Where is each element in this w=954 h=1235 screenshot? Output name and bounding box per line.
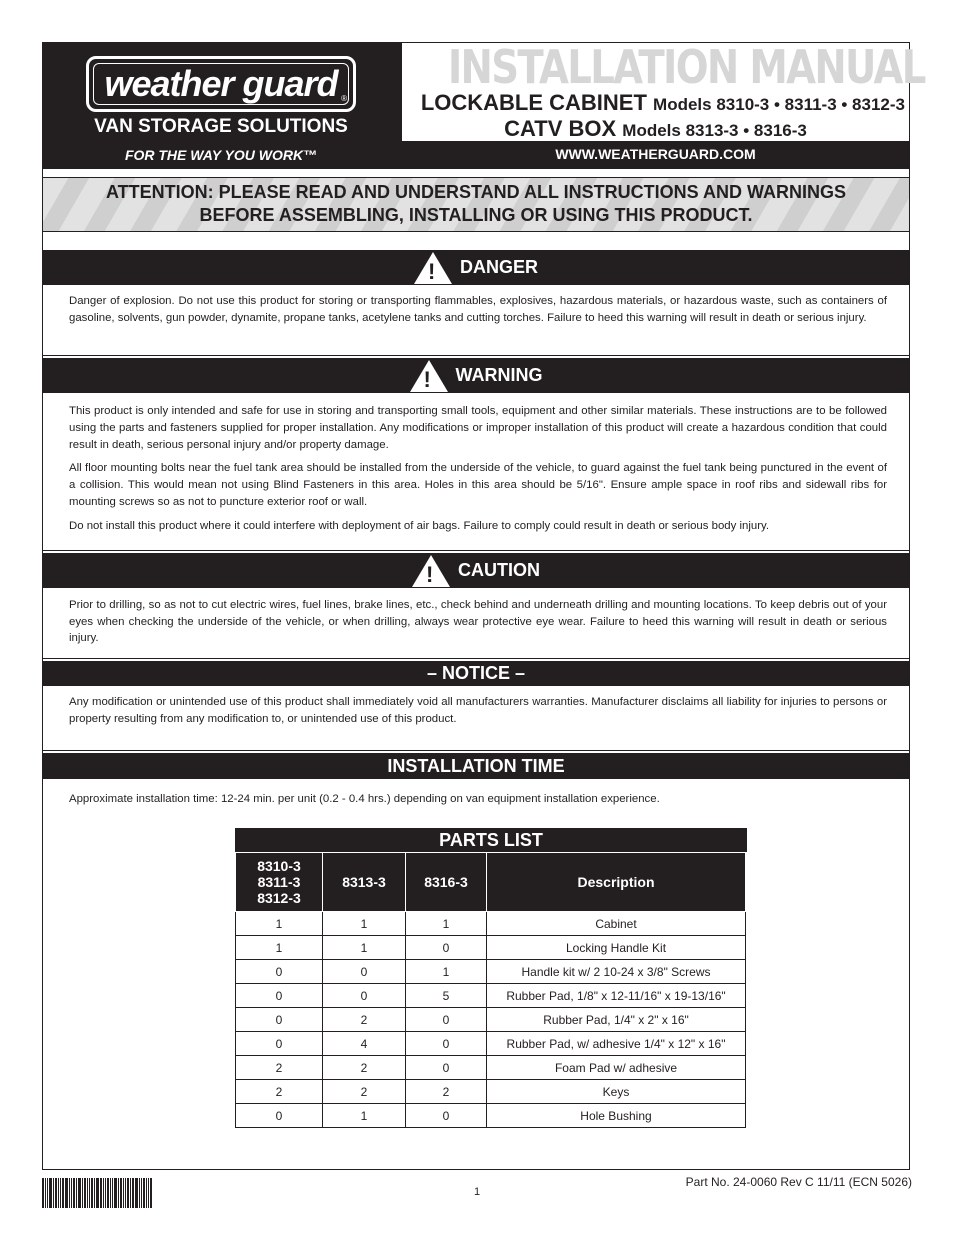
cell-qty: 0 xyxy=(406,936,487,960)
cell-qty: 2 xyxy=(406,1080,487,1104)
cell-qty: 0 xyxy=(406,1008,487,1032)
logo-text: weather guard xyxy=(104,63,338,104)
table-row xyxy=(236,984,746,1008)
attention-line-1: ATTENTION: PLEASE READ AND UNDERSTAND ALL INSTRUCTIONS AND WARNINGS xyxy=(106,182,846,202)
notice-header xyxy=(43,661,909,686)
cell-qty: 1 xyxy=(406,960,487,984)
attention-line-2: BEFORE ASSEMBLING, INSTALLING OR USING THIS PRODUCT. xyxy=(199,205,753,225)
parts-table xyxy=(235,852,746,1128)
table-row xyxy=(236,1056,746,1080)
cell-qty: 4 xyxy=(323,1032,406,1056)
cell-qty: 2 xyxy=(323,1008,406,1032)
parts-list-title: PARTS LIST xyxy=(235,828,747,852)
cell-description: Locking Handle Kit xyxy=(487,936,746,960)
warning-text-2: All floor mounting bolts near the fuel tank area should be installed from the underside of the vehicle, to guard against the fuel tank being punctured in the event of a collision. This would mean not using Blind Fasteners in this area. Holes in this area should be 5/16". Ensure ample space in roof ribs and sidewall ribs for mounting screws so as not to puncture exterior roof or wall. xyxy=(69,462,887,508)
cell-qty: 2 xyxy=(236,1080,323,1104)
cell-description: Keys xyxy=(487,1080,746,1104)
cell-description: Rubber Pad, 1/8" x 12-11/16" x 19-13/16" xyxy=(487,984,746,1008)
column-header-8316: 8316-3 xyxy=(406,853,487,912)
cell-qty: 1 xyxy=(323,1104,406,1128)
cell-qty: 0 xyxy=(323,984,406,1008)
cell-qty: 1 xyxy=(323,936,406,960)
cell-qty: 0 xyxy=(236,1008,323,1032)
cell-qty: 2 xyxy=(323,1080,406,1104)
cell-qty: 1 xyxy=(236,912,323,936)
warning-text-1: This product is only intended and safe for use in storing and transporting small tools, equipment and other similar materials. These instructions are to be followed using the parts and fasteners supplied for proper installation. Any modifications or improper installation of this product will create a hazardous condition that could result in death, serious personal injury and/or property damage. xyxy=(69,405,887,451)
product-line-2 xyxy=(402,116,909,142)
part-number: Part No. 24-0060 Rev C 11/11 (ECN 5026) xyxy=(685,1175,912,1189)
cell-qty: 0 xyxy=(406,1104,487,1128)
caution-header xyxy=(43,553,909,588)
danger-label: DANGER xyxy=(459,257,538,277)
cell-description: Handle kit w/ 2 10-24 x 3/8" Screws xyxy=(487,960,746,984)
cell-qty: 2 xyxy=(323,1056,406,1080)
table-row xyxy=(236,1008,746,1032)
cell-qty: 0 xyxy=(236,1104,323,1128)
warning-triangle-icon: ! xyxy=(410,360,448,392)
danger-header xyxy=(43,250,909,285)
warning-triangle-icon: ! xyxy=(412,555,450,587)
table-row xyxy=(236,1104,746,1128)
caution-text: Prior to drilling, so as not to cut electric wires, fuel lines, brake lines, etc., check behind and underneath drilling and mounting locations. To keep debris out of your eyes when checking the underside of the vehicle, or when drilling, always wear protective eye wear. Failure to heed this warning will result in death or serious injury. xyxy=(69,599,887,644)
product1-models: Models 8310-3 • 8311-3 • 8312-3 xyxy=(653,95,905,114)
divider xyxy=(43,750,909,751)
cell-qty: 0 xyxy=(406,1032,487,1056)
cell-description: Hole Bushing xyxy=(487,1104,746,1128)
cell-qty: 0 xyxy=(323,960,406,984)
danger-text: Danger of explosion. Do not use this product for storing or transporting flammables, explosives, hazardous materials, or hazardous waste, such as containers of gasoline, solvents, gun powder, dynamite, propane tanks, acetylene tanks and cutting torches. Failure to heed this warning will result in death or serious injury. xyxy=(69,295,887,324)
installation-time-header xyxy=(43,753,909,779)
warning-label: WARNING xyxy=(455,365,543,385)
cell-qty: 1 xyxy=(236,936,323,960)
parts-header-row xyxy=(236,853,746,912)
notice-label: – NOTICE – xyxy=(426,663,526,683)
warning-triangle-icon: ! xyxy=(414,252,452,284)
table-row xyxy=(236,960,746,984)
product2-models: Models 8313-3 • 8316-3 xyxy=(622,121,807,140)
cell-qty: 1 xyxy=(323,912,406,936)
table-row xyxy=(236,1080,746,1104)
slogan: FOR THE WAY YOU WORK™ xyxy=(124,147,318,163)
column-header-8313: 8313-3 xyxy=(323,853,406,912)
table-row xyxy=(236,936,746,960)
cell-qty: 0 xyxy=(406,1056,487,1080)
cell-qty: 5 xyxy=(406,984,487,1008)
attention-banner xyxy=(43,177,909,232)
cell-qty: 0 xyxy=(236,960,323,984)
warning-header xyxy=(43,358,909,393)
website-link[interactable]: WWW.WEATHERGUARD.COM xyxy=(555,146,756,162)
weather-guard-logo xyxy=(86,56,356,112)
column-header-8310: 8310-3 8311-3 8312-3 xyxy=(236,853,323,912)
logo-registered-mark: ® xyxy=(341,94,347,103)
cell-description: Rubber Pad, 1/4" x 2" x 16" xyxy=(487,1008,746,1032)
column-header-description: Description xyxy=(487,853,746,912)
cell-description: Cabinet xyxy=(487,912,746,936)
divider xyxy=(43,355,909,356)
divider xyxy=(43,658,909,659)
divider xyxy=(43,550,909,551)
table-row xyxy=(236,1032,746,1056)
cell-qty: 2 xyxy=(236,1056,323,1080)
cell-description: Rubber Pad, w/ adhesive 1/4" x 12" x 16" xyxy=(487,1032,746,1056)
cell-qty: 0 xyxy=(236,984,323,1008)
cell-qty: 1 xyxy=(406,912,487,936)
installation-time-text: Approximate installation time: 12-24 min. per unit (0.2 - 0.4 hrs.) depending on van equipment installation experience. xyxy=(69,793,660,805)
warning-text-3: Do not install this product where it could interfere with deployment of air bags. Failure to comply could result in death or serious body injury. xyxy=(69,520,770,532)
product-line-1 xyxy=(402,90,909,116)
caution-label: CAUTION xyxy=(458,560,540,580)
table-row xyxy=(236,912,746,936)
cell-description: Foam Pad w/ adhesive xyxy=(487,1056,746,1080)
page-number: 1 xyxy=(473,1186,481,1198)
product2-name: CATV BOX xyxy=(504,116,617,141)
notice-text: Any modification or unintended use of this product shall immediately void all manufacturers warranties. Manufacturer disclaims all liability for injuries to persons or property resulting from any modification to, or unintended use of this product. xyxy=(69,696,887,725)
product1-name: LOCKABLE CABINET xyxy=(420,90,647,115)
installation-time-label: INSTALLATION TIME xyxy=(387,755,565,776)
manual-title: INSTALLATION MANUAL xyxy=(447,40,925,94)
cell-qty: 0 xyxy=(236,1032,323,1056)
tagline: VAN STORAGE SOLUTIONS xyxy=(94,116,348,137)
